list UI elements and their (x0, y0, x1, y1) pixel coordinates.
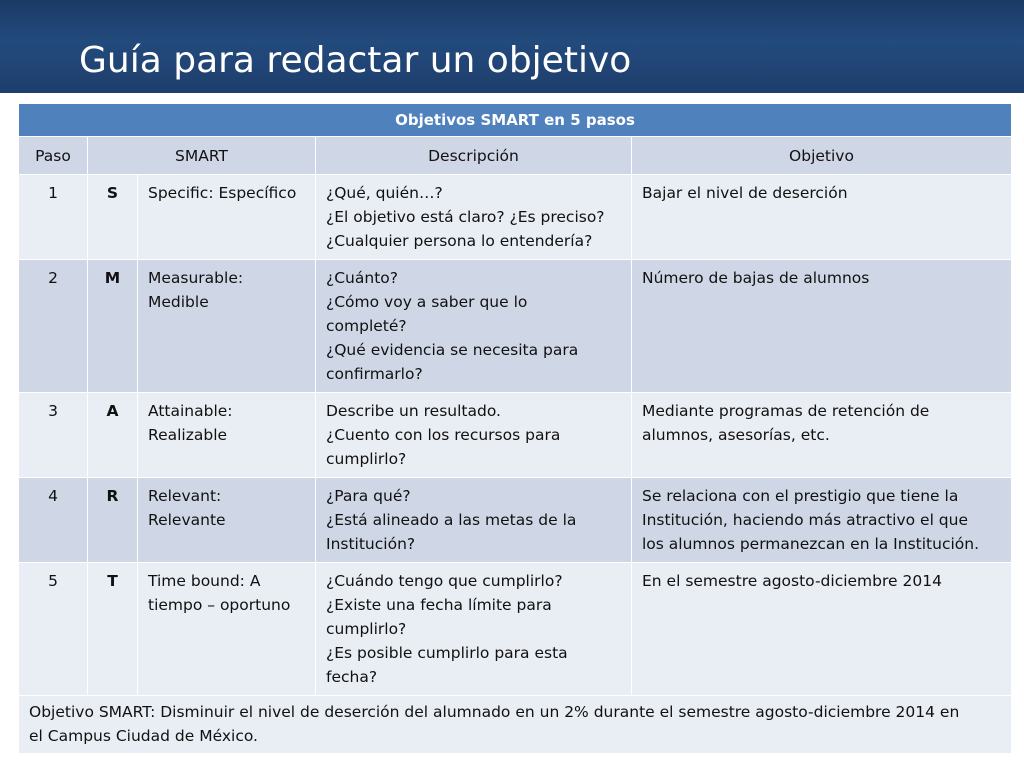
slide-header (0, 0, 1024, 93)
header-objetivo: Objetivo (632, 137, 1012, 175)
smart-letter: T (107, 572, 118, 590)
table-row (19, 478, 1012, 563)
objective-text: En el semestre agosto-diciembre 2014 (642, 572, 942, 590)
table-row (19, 175, 1012, 260)
objective-text: Se relaciona con el prestigio que tiene la Institución, haciendo más atractivo el que los alumnos permanezcan en la Institución. (642, 487, 980, 553)
description-text: ¿Qué, quién…? ¿El objetivo está claro? ¿Es preciso? ¿Cualquier persona lo entendería? (326, 184, 605, 250)
paso-number: 3 (48, 402, 58, 420)
objective-text: Bajar el nivel de deserción (642, 184, 848, 202)
table-caption-row (19, 104, 1012, 137)
paso-number: 1 (48, 184, 58, 202)
smart-term: Attainable: Realizable (148, 402, 233, 444)
smart-term: Measurable: Medible (148, 269, 244, 311)
smart-table (18, 103, 1012, 754)
objective-text: Número de bajas de alumnos (642, 269, 870, 287)
smart-term: Time bound: A tiempo – oportuno (148, 572, 291, 614)
table-caption: Objetivos SMART en 5 pasos (19, 104, 1012, 137)
slide-title: Guía para redactar un objetivo (79, 40, 632, 81)
description-text: ¿Para qué? ¿Está alineado a las metas de la Institución? (326, 487, 577, 553)
objective-text: Mediante programas de retención de alumnos, asesorías, etc. (642, 402, 930, 444)
paso-number: 4 (48, 487, 58, 505)
description-text: Describe un resultado. ¿Cuento con los recursos para cumplirlo? (326, 402, 561, 468)
smart-letter: M (104, 269, 121, 287)
smart-summary-text: Objetivo SMART: Disminuir el nivel de deserción del alumnado en un 2% durante el semestre agosto-diciembre 2014 en el Campus Ciudad de México. (29, 703, 960, 745)
paso-number: 2 (48, 269, 58, 287)
smart-table-container (18, 103, 1011, 754)
smart-term: Relevant: Relevante (148, 487, 226, 529)
table-row (19, 260, 1012, 393)
description-text: ¿Cuánto? ¿Cómo voy a saber que lo completé? ¿Qué evidencia se necesita para confirmarlo? (326, 269, 579, 383)
table-row (19, 393, 1012, 478)
table-header-row (19, 137, 1012, 175)
smart-term: Specific: Específico (148, 184, 297, 202)
smart-letter: S (106, 184, 119, 202)
table-row (19, 563, 1012, 696)
description-text: ¿Cuándo tengo que cumplirlo? ¿Existe una fecha límite para cumplirlo? ¿Es posible cumplirlo para esta fecha? (326, 572, 568, 686)
smart-letter: A (106, 402, 119, 420)
header-descripcion: Descripción (316, 137, 632, 175)
paso-number: 5 (48, 572, 58, 590)
header-paso: Paso (19, 137, 88, 175)
summary-row (19, 696, 1012, 754)
smart-letter: R (106, 487, 119, 505)
header-smart: SMART (88, 137, 316, 175)
